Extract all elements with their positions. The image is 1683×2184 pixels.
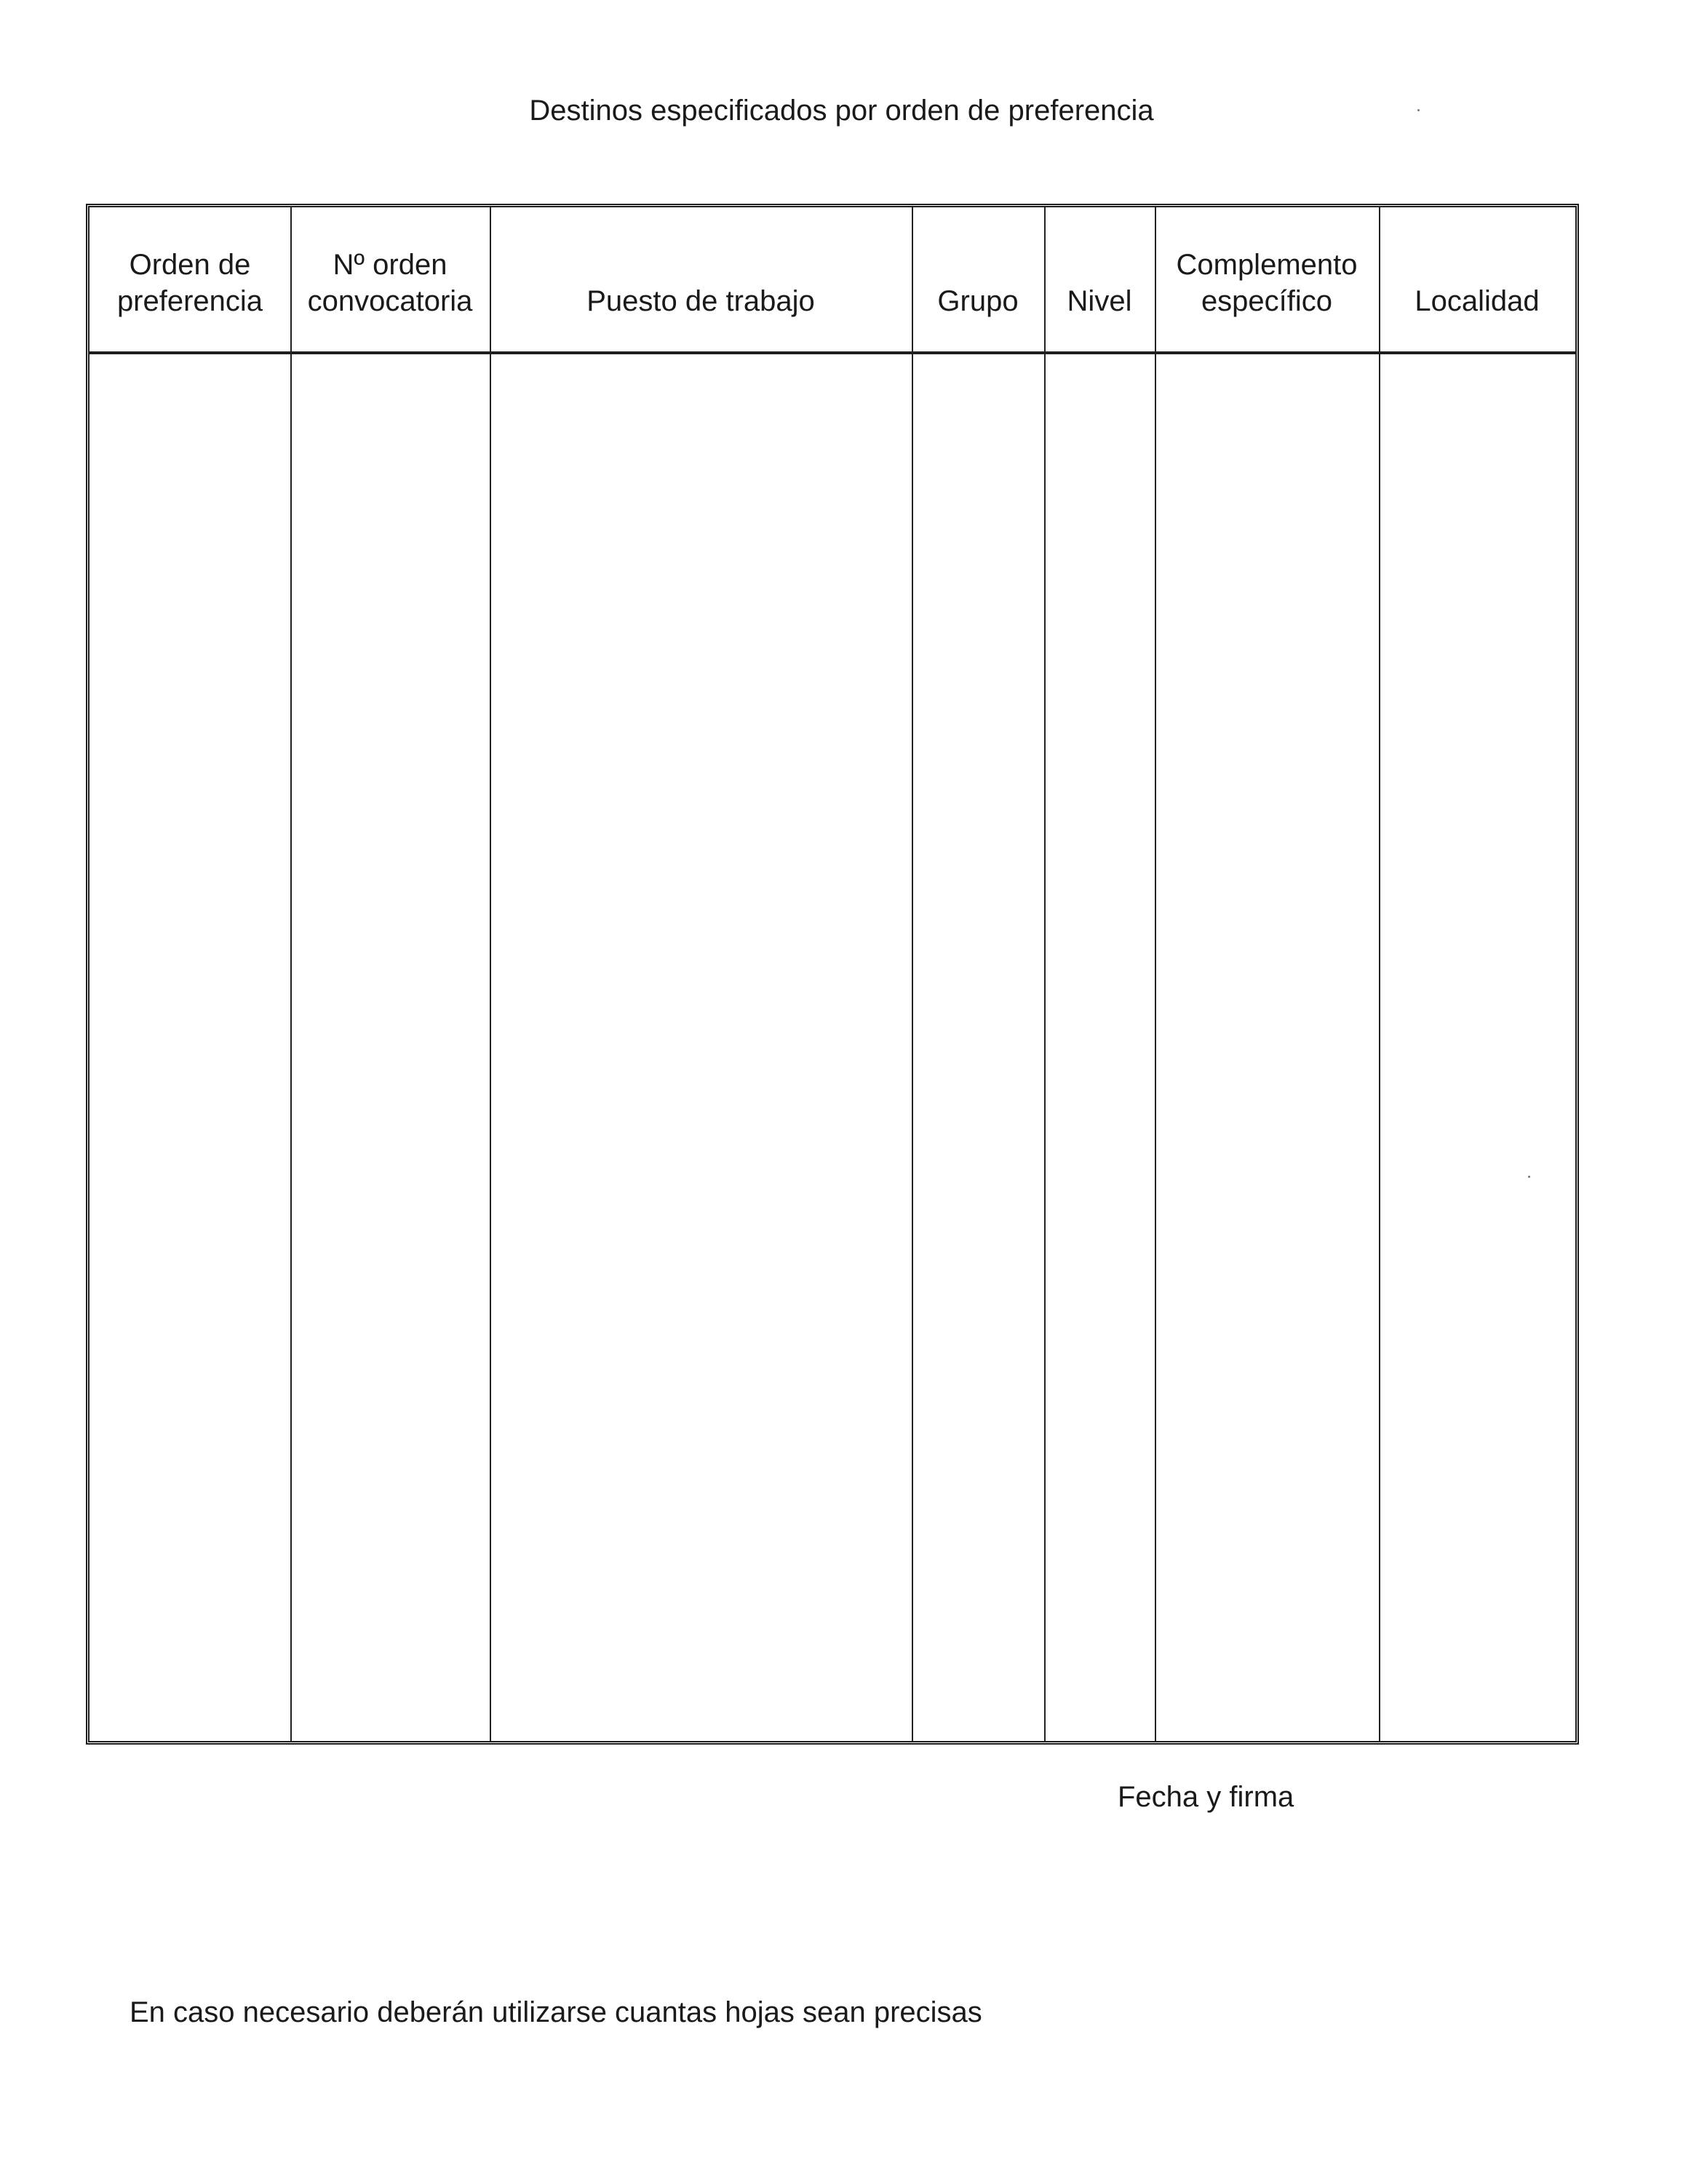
scan-speck: [1528, 1176, 1530, 1178]
header-complemento-especifico: Complemento específico: [1176, 249, 1358, 317]
column-divider: [490, 207, 491, 1741]
scan-speck: [1417, 109, 1420, 111]
page-title: Destinos especificados por orden de preferencia: [529, 95, 1154, 127]
column-divider: [912, 207, 913, 1741]
column-divider: [1379, 207, 1380, 1741]
header-localidad: Localidad: [1415, 285, 1540, 317]
header-numero-orden-convocatoria: Nº orden convocatoria: [307, 249, 473, 317]
header-orden-preferencia: Orden de preferencia: [116, 249, 263, 317]
preference-table: [86, 204, 1579, 1745]
header-nivel: Nivel: [1067, 285, 1132, 317]
column-divider: [1155, 207, 1156, 1741]
column-divider: [1044, 207, 1046, 1741]
header-puesto-de-trabajo: Puesto de trabajo: [586, 285, 815, 317]
footer-note: En caso necesario deberán utilizarse cuantas hojas sean precisas: [130, 1996, 982, 2028]
signature-label: Fecha y firma: [1118, 1781, 1294, 1813]
column-divider: [290, 207, 292, 1741]
header-grupo: Grupo: [937, 285, 1019, 317]
